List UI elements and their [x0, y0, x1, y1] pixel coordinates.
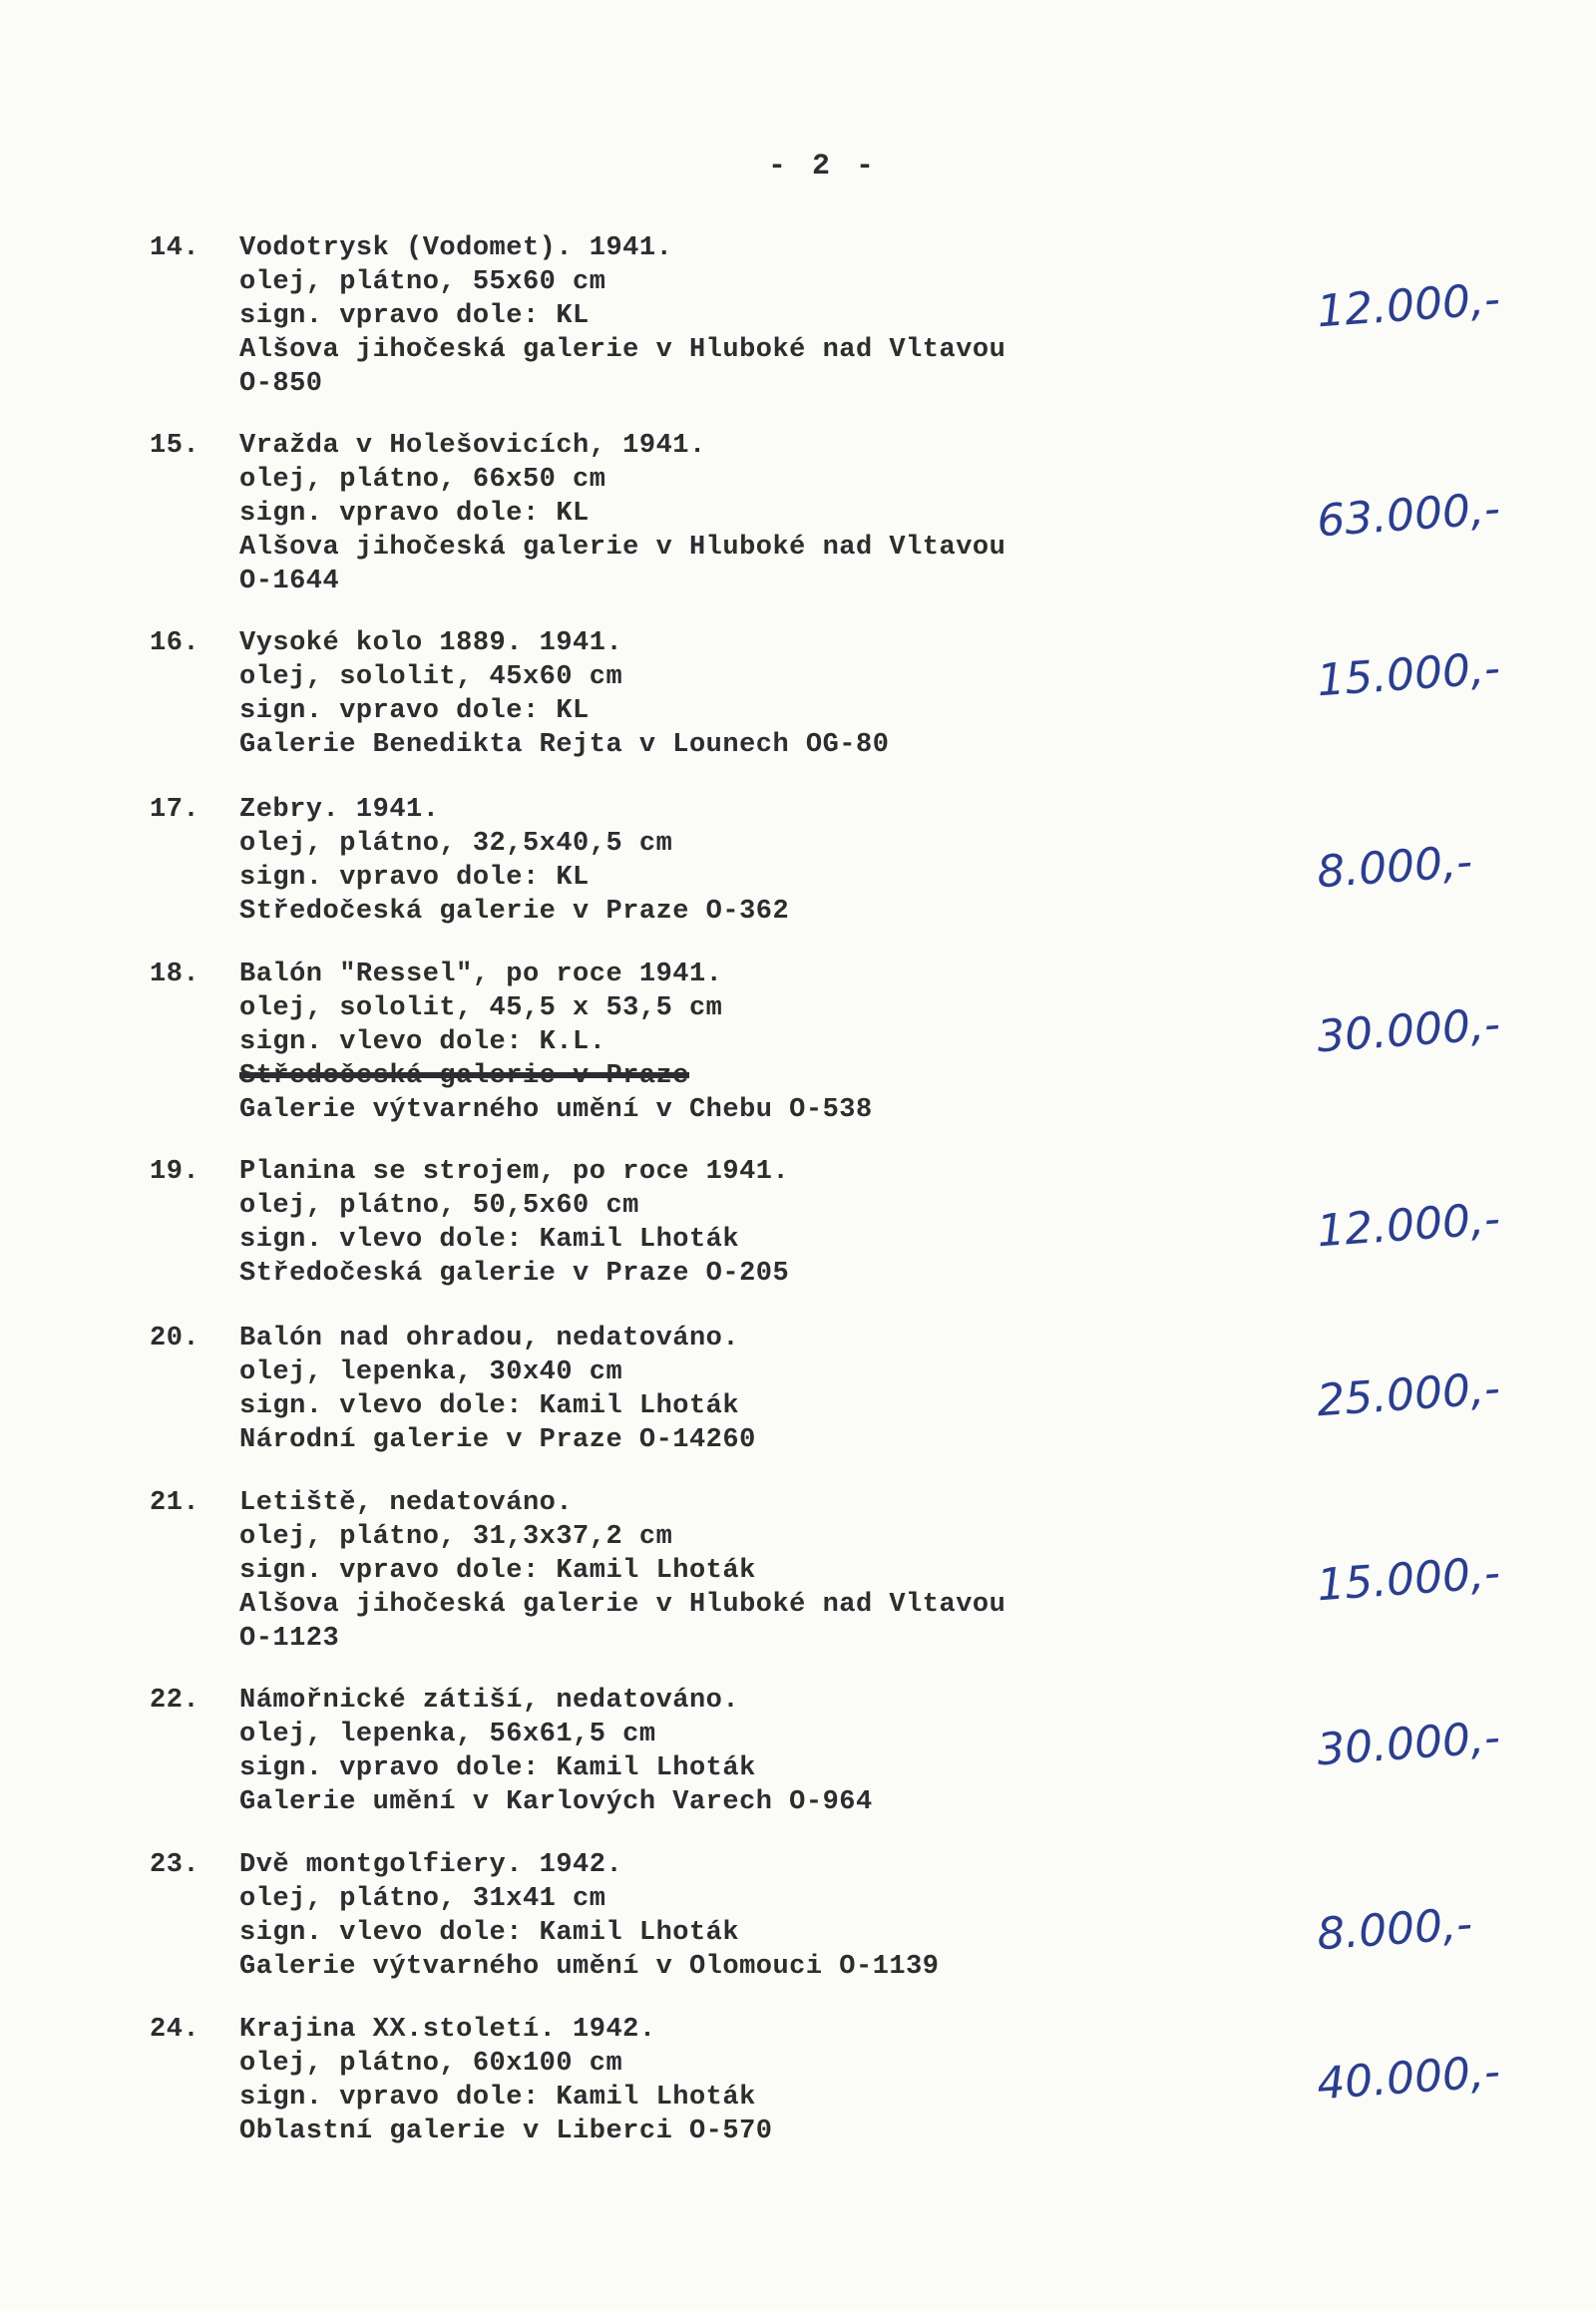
entry-title: Vražda v Holešovicích, 1941. [239, 431, 706, 461]
entry-gallery: Alšova jihočeská galerie v Hluboké nad Vltavou [239, 335, 1006, 365]
entry-medium: olej, plátno, 31,3x37,2 cm [239, 1522, 673, 1552]
catalogue-entry [150, 1684, 1239, 1819]
handwritten-price: 15.000,- [1315, 1547, 1502, 1612]
catalogue-entry [150, 626, 1239, 762]
entry-gallery: Alšova jihočeská galerie v Hluboké nad Vltavou [239, 1590, 1006, 1620]
entry-number: 20. [150, 1324, 200, 1353]
catalogue-entry [150, 2013, 1239, 2148]
entry-medium: olej, sololit, 45x60 cm [239, 662, 623, 692]
entry-title: Balón nad ohradou, nedatováno. [239, 1324, 740, 1353]
entry-signature: sign. vlevo dole: Kamil Lhoták [239, 1391, 740, 1421]
entry-medium: olej, plátno, 32,5x40,5 cm [239, 829, 673, 859]
entry-signature: sign. vlevo dole: K.L. [239, 1027, 606, 1057]
entry-number: 14. [150, 233, 200, 263]
catalogue-entry [150, 793, 1239, 929]
entry-number: 16. [150, 628, 200, 658]
entry-medium: olej, plátno, 31x41 cm [239, 1884, 606, 1914]
handwritten-price: 8.000,- [1315, 836, 1474, 899]
entry-number: 23. [150, 1850, 200, 1880]
catalogue-entry [150, 1322, 1239, 1457]
entry-signature: sign. vpravo dole: KL [239, 696, 590, 726]
entry-gallery: Oblastní galerie v Liberci O-570 [239, 2117, 773, 2146]
entry-gallery: Galerie Benedikta Rejta v Lounech OG-80 [239, 730, 890, 760]
entry-gallery: Galerie umění v Karlových Varech O-964 [239, 1787, 873, 1817]
handwritten-price: 12.000,- [1315, 273, 1502, 338]
entry-title: Námořnické zátiší, nedatováno. [239, 1686, 740, 1716]
entry-signature: sign. vpravo dole: KL [239, 499, 590, 529]
entry-number: 18. [150, 960, 200, 989]
entry-medium: olej, plátno, 60x100 cm [239, 2049, 623, 2079]
entry-gallery: Národní galerie v Praze O-14260 [239, 1425, 756, 1455]
catalogue-entry [150, 429, 1239, 598]
entry-medium: olej, lepenka, 30x40 cm [239, 1357, 623, 1387]
handwritten-price: 30.000,- [1315, 1712, 1502, 1776]
catalogue-entry [150, 231, 1239, 401]
entry-title: Krajina XX.století. 1942. [239, 2015, 656, 2045]
entry-signature: sign. vlevo dole: Kamil Lhoták [239, 1918, 740, 1948]
entry-title: Zebry. 1941. [239, 795, 440, 825]
entry-gallery: Středočeská galerie v Praze O-205 [239, 1259, 790, 1289]
entry-number: 19. [150, 1157, 200, 1187]
handwritten-price: 8.000,- [1315, 1898, 1474, 1961]
entry-signature: sign. vpravo dole: Kamil Lhoták [239, 1753, 756, 1783]
entry-medium: olej, lepenka, 56x61,5 cm [239, 1720, 656, 1749]
catalogue-entry [150, 1155, 1239, 1291]
handwritten-price: 12.000,- [1315, 1193, 1502, 1258]
entry-signature: sign. vpravo dole: KL [239, 863, 590, 893]
handwritten-price: 25.000,- [1315, 1362, 1502, 1427]
entry-inventory: O-1644 [239, 567, 340, 596]
entry-medium: olej, plátno, 50,5x60 cm [239, 1191, 639, 1221]
catalogue-entry [150, 958, 1239, 1127]
entry-gallery: Středočeská galerie v Praze O-362 [239, 897, 790, 927]
handwritten-price: 15.000,- [1315, 642, 1502, 707]
entry-signature: sign. vpravo dole: Kamil Lhoták [239, 1556, 756, 1586]
struck-out-text: Středočeská galerie v Praze [239, 1061, 689, 1091]
entry-title: Letiště, nedatováno. [239, 1488, 574, 1518]
entry-gallery: Alšova jihočeská galerie v Hluboké nad Vltavou [239, 533, 1006, 563]
entry-inventory: O-850 [239, 369, 323, 399]
catalogue-entry [150, 1486, 1239, 1656]
entry-signature: sign. vpravo dole: KL [239, 301, 590, 331]
entry-title: Vysoké kolo 1889. 1941. [239, 628, 623, 658]
entry-title: Planina se strojem, po roce 1941. [239, 1157, 790, 1187]
entry-number: 17. [150, 795, 200, 825]
entry-title: Balón "Ressel", po roce 1941. [239, 960, 723, 989]
entry-number: 22. [150, 1686, 200, 1716]
entry-medium: olej, plátno, 66x50 cm [239, 465, 606, 495]
handwritten-price: 63.000,- [1315, 483, 1502, 548]
catalogue-entry [150, 1848, 1239, 1984]
entry-signature: sign. vpravo dole: Kamil Lhoták [239, 2083, 756, 2113]
entry-medium: olej, plátno, 55x60 cm [239, 267, 606, 297]
entry-medium: olej, sololit, 45,5 x 53,5 cm [239, 993, 723, 1023]
handwritten-price: 30.000,- [1315, 998, 1502, 1063]
entry-number: 15. [150, 431, 200, 461]
entry-title: Vodotrysk (Vodomet). 1941. [239, 233, 673, 263]
page-number: - 2 - [768, 150, 879, 184]
entry-title: Dvě montgolfiery. 1942. [239, 1850, 623, 1880]
entry-gallery: Galerie výtvarného umění v Olomouci O-1139 [239, 1952, 940, 1982]
entry-number: 21. [150, 1488, 200, 1518]
entry-number: 24. [150, 2015, 200, 2045]
entry-inventory: O-1123 [239, 1624, 340, 1654]
entry-gallery: Galerie výtvarného umění v Chebu O-538 [239, 1095, 873, 1125]
entry-signature: sign. vlevo dole: Kamil Lhoták [239, 1225, 740, 1255]
handwritten-price: 40.000,- [1315, 2046, 1502, 2111]
